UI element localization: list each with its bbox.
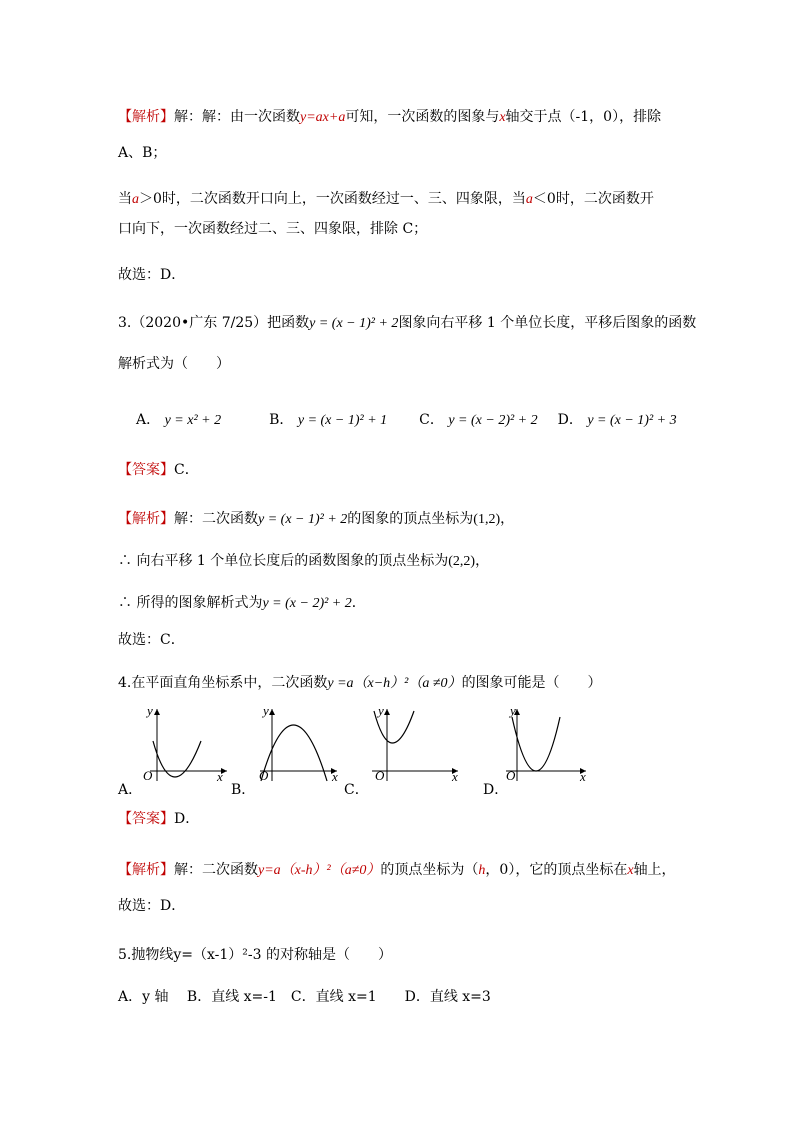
q3-final: 故选：C． xyxy=(118,632,185,648)
q4-answer: 【答案】D． xyxy=(118,811,200,827)
q4-graph-c[interactable] xyxy=(370,703,470,783)
q4-final: 故选：D． xyxy=(118,898,186,914)
q4-option-d-label[interactable]: D． xyxy=(483,782,509,798)
q3-options xyxy=(136,410,677,431)
q3-option-c[interactable]: C． y = (x − 2)² + 2 xyxy=(419,412,538,428)
x-axis-label: x xyxy=(452,769,458,783)
q2-answer: 故选：D． xyxy=(118,267,186,283)
q2-analysis-line2: A、B； xyxy=(118,145,167,161)
q4-graph-d[interactable] xyxy=(504,703,594,783)
q3-option-d[interactable]: D． y = (x − 1)² + 3 xyxy=(557,412,677,428)
q3-option-b[interactable]: B． y = (x − 1)² + 1 xyxy=(269,412,388,428)
q5-stem: 5.抛物线y=（x-1）²-3 的对称轴是（ ） xyxy=(118,947,392,963)
q2-analysis-line4: 口向下，一次函数经过二、三、四象限，排除 C； xyxy=(118,221,428,237)
q3-stem-line1: 3.（2020•广东 7/25）把函数y = (x − 1)² + 2图象向右平移 1 个单位长度，平移后图象的函数 xyxy=(118,315,697,331)
q4-option-a-label[interactable]: A． xyxy=(118,782,143,798)
y-axis-label: y xyxy=(378,703,384,718)
origin-label: O xyxy=(143,768,153,783)
q4-option-c-label[interactable]: C． xyxy=(344,782,369,798)
y-axis-label: y xyxy=(510,703,516,718)
x-axis-label: x xyxy=(580,769,586,783)
q4-graph-b[interactable] xyxy=(255,703,355,783)
x-axis-label: x xyxy=(217,769,223,783)
q5-options[interactable]: A．y 轴 B．直线 x=-1 C．直线 x=1 D．直线 x=3 xyxy=(118,989,491,1005)
q3-stem-line2: 解析式为（ ） xyxy=(118,356,230,372)
q4-analysis: 【解析】解：二次函数y=a（x-h）²（a≠0）的顶点坐标为（h，0），它的顶点坐标在x轴上， xyxy=(118,862,676,878)
origin-label: O xyxy=(259,768,269,783)
q3-analysis-line1: 【解析】解：二次函数y = (x − 1)² + 2的图象的顶点坐标为(1,2)， xyxy=(118,511,515,527)
q3-option-a[interactable]: A． y = x² + 2 xyxy=(136,412,222,428)
q2-analysis-line3: 当a＞0时，二次函数开口向上，一次函数经过一、三、四象限，当a＜0时，二次函数开 xyxy=(118,191,654,207)
analysis-tag: 【解析】 xyxy=(118,109,174,125)
q4-stem: 4.在平面直角坐标系中，二次函数y =a（x−h）²（a ≠0）的图象可能是（ ） xyxy=(118,675,602,691)
y-axis-label: y xyxy=(147,703,153,718)
q4-graph-a[interactable] xyxy=(135,703,235,783)
q3-analysis-line3: ∴ 所得的图象解析式为y = (x − 2)² + 2． xyxy=(118,595,366,611)
origin-label: O xyxy=(506,768,516,783)
q4-option-b-label[interactable]: B． xyxy=(231,782,256,798)
q2-analysis-line1: 【解析】解：解：由一次函数y=ax+a可知，一次函数的图象与x轴交于点（-1，0），排除 xyxy=(118,109,662,125)
q3-answer: 【答案】C． xyxy=(118,462,199,478)
origin-label: O xyxy=(375,768,385,783)
x-axis-label: x xyxy=(332,769,338,783)
q3-analysis-line2: ∴ 向右平移 1 个单位长度后的函数图象的顶点坐标为(2,2)， xyxy=(118,553,490,569)
y-axis-label: y xyxy=(263,703,269,718)
